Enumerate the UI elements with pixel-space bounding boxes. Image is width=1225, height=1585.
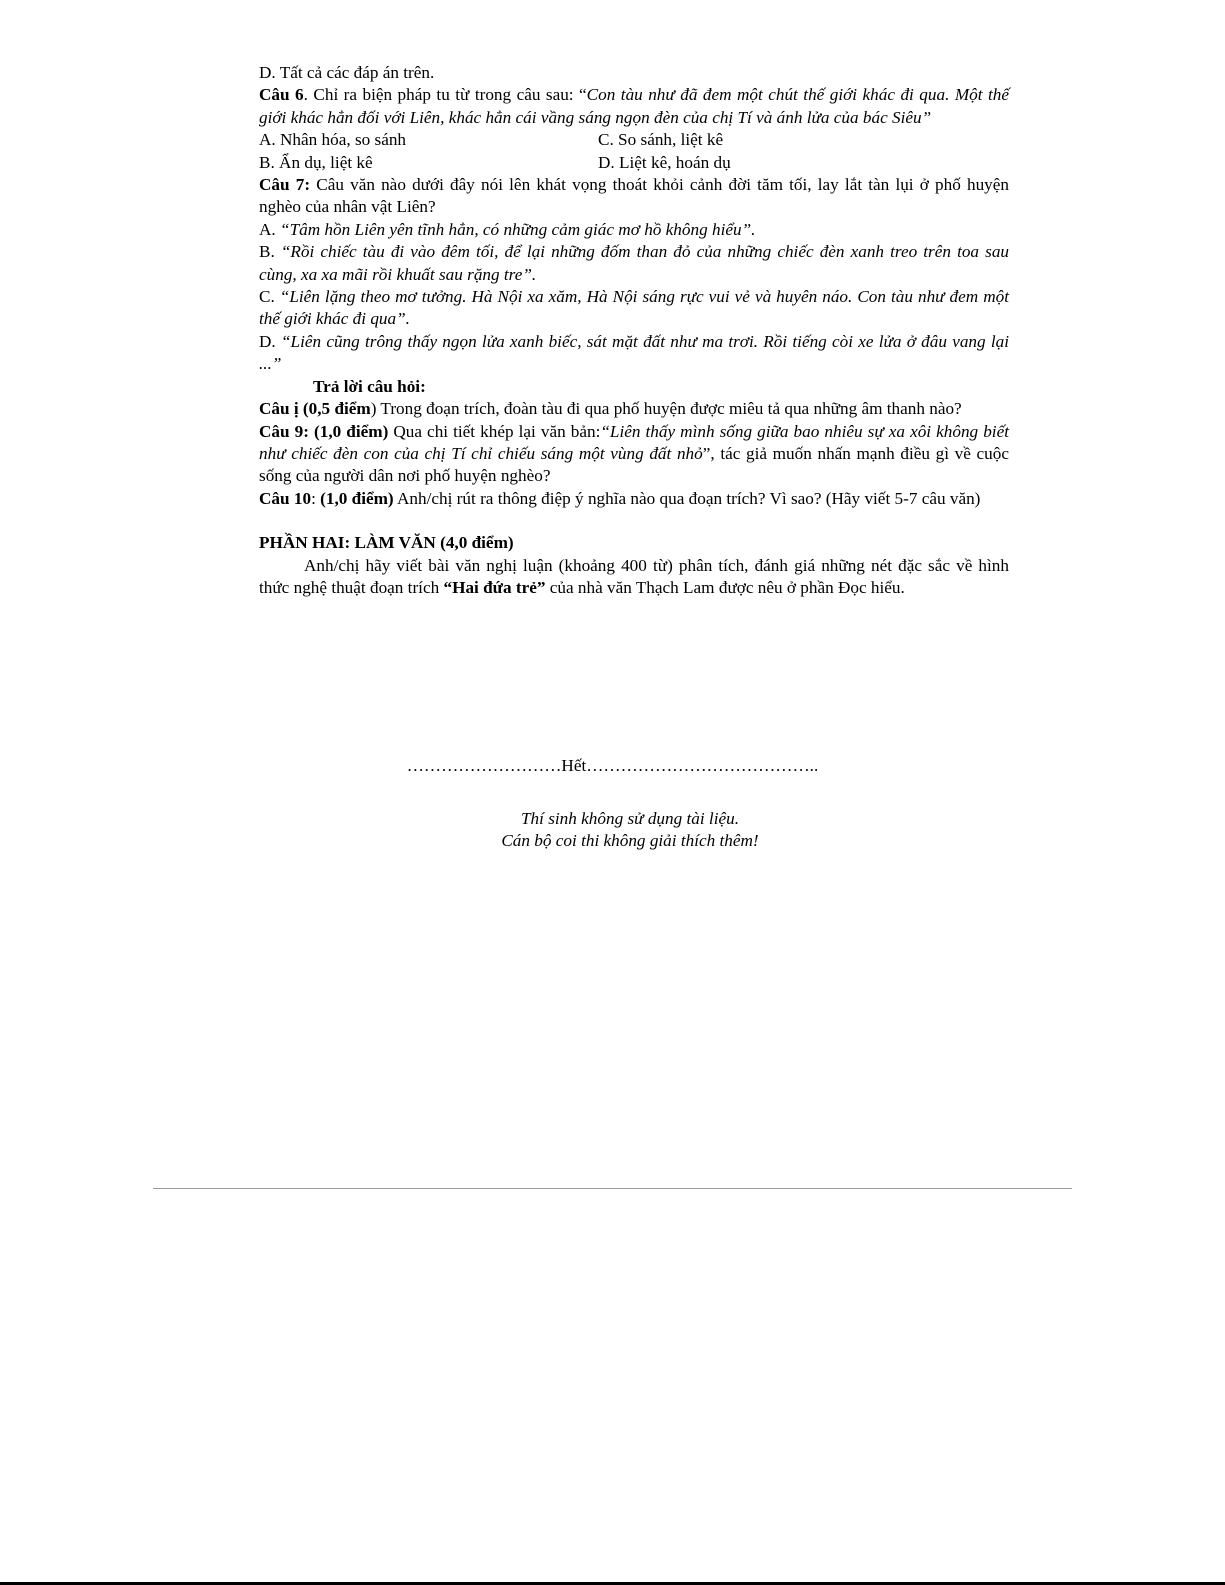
question-8 — [259, 398, 1009, 420]
q7-option-d — [259, 331, 1009, 376]
part-two-text-before: Anh/chị hãy viết bài văn nghị luận (khoảng 400 từ) phân tích, đánh giá những nét đặc sắc về hình thức nghệ thuật đoạn trích — [259, 555, 1009, 597]
q6-option-a: A. Nhân hóa, so sánh — [259, 130, 407, 150]
q9-label: Câu 9: (1,0 điểm) — [259, 421, 389, 441]
q6-label: Câu 6 — [259, 85, 304, 105]
question-10 — [259, 488, 1009, 510]
q8-label: Câu ị (0,5 điểm — [259, 399, 371, 419]
q7-option-a — [259, 219, 1009, 241]
q5-option-d: D. Tất cả các đáp án trên. — [259, 63, 435, 82]
q6-close: ” — [921, 107, 932, 127]
q8-text: ) Trong đoạn trích, đoàn tàu đi qua phố huyện được miêu tả qua những âm thanh nào? — [370, 399, 962, 419]
q6-option-d: D. Liệt kê, hoán dụ — [598, 152, 731, 172]
q7-option-b-prefix: B. — [259, 242, 281, 262]
q6-options-row-2 — [259, 152, 1009, 174]
q9-quote: “Liên thấy mình sống giữa bao nhiêu sự xa xôi không biết như chiếc đèn con của chị Tí chỉ chiếu sáng một vùng đất nhỏ — [259, 421, 1009, 463]
q7-option-c-prefix: C. — [259, 287, 280, 307]
footnote-line-1: Thí sinh không sử dụng tài liệu. — [520, 809, 740, 828]
q7-option-a-text: “Tâm hồn Liên yên tĩnh hẳn, có những cảm giác mơ hồ không hiểu”. — [280, 219, 756, 239]
answer-heading: Trả lời câu hỏi: — [313, 376, 426, 396]
q6-option-c: C. So sánh, liệt kê — [598, 130, 724, 150]
part-two-work-title: “Hai đứa trẻ” — [443, 577, 546, 597]
q7-option-c-text: “Liên lặng theo mơ tưởng. Hà Nội xa xăm, Hà Nội sáng rực vui vẻ và huyên náo. Con tàu như đem một thế giới khác đi qua”. — [259, 287, 1009, 329]
q7-label: Câu 7: — [259, 175, 311, 195]
q7-text: Câu văn nào dưới đây nói lên khát vọng thoát khỏi cảnh đời tăm tối, lay lắt tàn lụi ở phố huyện nghèo của nhân vật Liên? — [259, 175, 1009, 217]
page-footer-divider — [153, 1188, 1072, 1189]
q7-option-a-prefix: A. — [259, 219, 281, 239]
q6-text: . Chỉ ra biện pháp tu từ trong câu sau: “ — [303, 85, 587, 105]
q6-options-row-1 — [259, 129, 1009, 151]
q6-quote: Con tàu như đã đem một chút thế giới khác đi qua. Một thế giới khác hẳn đối với Liên, khác hẳn cái vầng sáng ngọn đèn của chị Tí và ánh lửa của bác Siêu — [259, 85, 1009, 127]
q10-label: Câu 10 — [259, 488, 312, 508]
q7-option-b — [259, 241, 1009, 286]
question-6 — [259, 84, 1009, 129]
q7-option-b-text: “Rồi chiếc tàu đi vào đêm tối, để lại những đốm than đỏ của những chiếc đèn xanh treo trên toa sau cùng, xa xa mãi rồi khuất sau rặng tre”. — [259, 242, 1010, 284]
q10-colon: : — [311, 488, 321, 508]
exam-footnote — [0, 808, 1225, 853]
q9-rest: ”, tác giả muốn nhấn mạnh điều gì về cuộc sống của người dân nơi phố huyện nghèo? — [259, 443, 1009, 486]
q7-option-c — [259, 286, 1009, 331]
exam-page — [259, 62, 1009, 599]
q7-option-d-text: “Liên cũng trông thấy ngọn lửa xanh biếc, sát mặt đất như ma trơi. Rồi tiếng còi xe lửa ở đâu vang lại ...” — [259, 331, 1009, 374]
part-two-text-after: của nhà văn Thạch Lam được nêu ở phần Đọc hiểu. — [545, 577, 905, 597]
q6-option-b: B. Ẩn dụ, liệt kê — [259, 152, 373, 172]
question-9 — [259, 421, 1009, 488]
part-two-heading: PHẦN HAI: LÀM VĂN (4,0 điểm) — [259, 533, 514, 553]
section-spacer — [259, 510, 1009, 532]
q9-text: Qua chi tiết khép lại văn bản: — [388, 421, 601, 441]
q10-points: (1,0 điểm) — [320, 488, 394, 508]
q10-text: Anh/chị rút ra thông điệp ý nghĩa nào qua đoạn trích? Vì sao? (Hãy viết 5-7 câu văn) — [393, 488, 981, 508]
q7-option-d-prefix: D. — [259, 331, 281, 351]
question-7 — [259, 174, 1009, 219]
part-two-prompt — [259, 555, 1009, 600]
end-marker: ………………………Hết………………………………….. — [406, 756, 819, 775]
footnote-line-2: Cán bộ coi thi không giải thích thêm! — [501, 831, 759, 851]
